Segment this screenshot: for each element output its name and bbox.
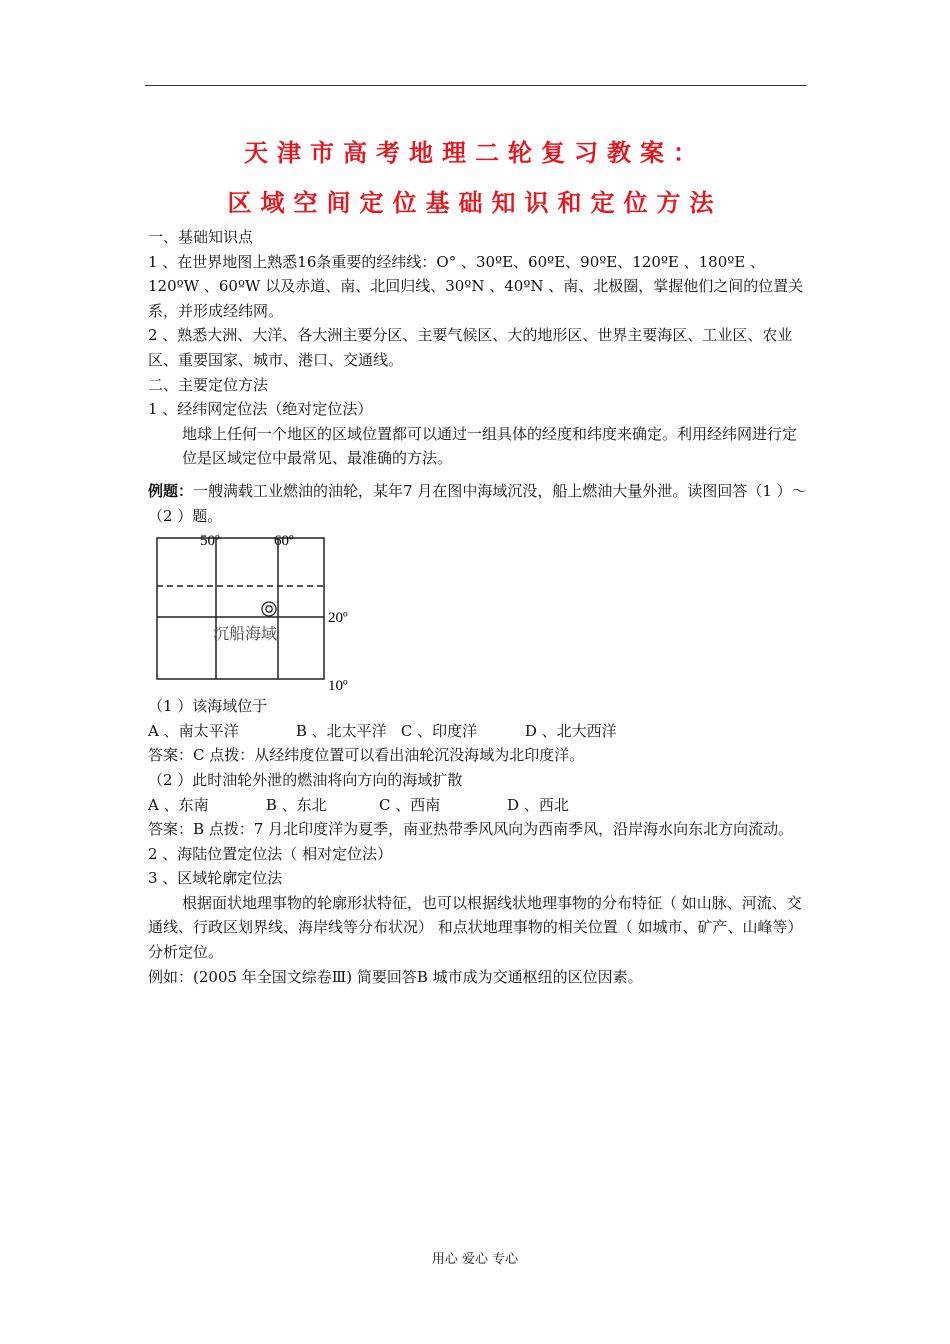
header-rule — [145, 85, 806, 86]
sinking-site-marker-outer — [262, 602, 276, 616]
label-lon-60: 60º — [274, 533, 294, 550]
example-paragraph — [148, 479, 808, 528]
method-2-heading: 2 、海陆位置定位法（ 相对定位法） — [148, 844, 393, 863]
method-1-text: 地球上任何一个地区的区域位置都可以通过一组具体的经度和纬度来确定。利用经纬网进行定位是区域定位中最常见、最准确的方法。 — [182, 424, 798, 468]
grid-map-figure — [148, 530, 368, 690]
answer-1: 答案：C 点拨：从经纬度位置可以看出油轮沉没海域为北印度洋。 — [148, 746, 585, 765]
label-lat-10: 10º — [328, 678, 348, 691]
method-3-text: 根据面状地理事物的轮廓形状特征，也可以根据线状地理事物的分布特征（ 如山脉、河流、交通线、行政区划界线、海岸线等分布状况） 和点状地理事物的相关位置（ 如城市、矿产、山峰等） 分析定位。 — [148, 893, 803, 962]
question-2: （2 ）此时油轮外泄的燃油将向方向的海域扩散 — [148, 770, 463, 789]
method-1-heading: 1 、经纬网定位法（绝对定位法） — [148, 400, 373, 419]
paragraph-1: 1 、在世界地图上熟悉16条重要的经纬线：O° 、30ºE、60ºE、90ºE、120ºE 、180ºE 、120ºW 、60ºW 以及赤道、南、北回归线、30ºN 、40ºN 、南、北极圈，掌握他们之间的位置关系，并形成经纬网。 — [148, 252, 804, 320]
question-2-options: A 、东南 B 、东北 C 、西南 D 、西北 — [148, 795, 569, 814]
question-1-options: A 、南太平洋 B 、北太平洋 C 、印度洋 D 、北大西洋 — [148, 721, 617, 740]
example-2: 例如：(2005 年全国文综卷Ⅲ) 简要回答B 城市成为交通枢纽的区位因素。 — [148, 967, 643, 986]
title-line-2: 区域空间定位基础知识和定位方法 — [227, 189, 723, 217]
sinking-site-marker-inner — [266, 606, 272, 612]
method-3-heading: 3 、区域轮廓定位法 — [148, 869, 283, 888]
paragraph-2: 2 、熟悉大洲、大洋、各大洲主要分区、主要气候区、大的地形区、世界主要海区、工业区、农业区、重要国家、城市、港口、交通线。 — [148, 326, 793, 369]
page-footer: 用心 爱心 专心 — [431, 1252, 519, 1267]
section-heading-2: 二、主要定位方法 — [148, 375, 269, 394]
grid-map — [148, 530, 368, 690]
answer-2: 答案：B 点拨：7 月北印度洋为夏季，南亚热带季风风向为西南季风，沿岸海水向东北方向流动。 — [148, 820, 794, 839]
map-frame — [157, 538, 324, 679]
example-text: 一艘满载工业燃油的油轮，某年7 月在图中海域沉没，船上燃油大量外泄。读图回答（1 ）～（2 ）题。 — [148, 481, 807, 525]
label-sinking-area: 沉船海域 — [213, 624, 278, 644]
section-heading-1: 一、基础知识点 — [148, 228, 254, 246]
document-body — [148, 225, 808, 989]
label-lon-50: 50º — [200, 533, 220, 550]
question-1: （1 ）该海域位于 — [148, 697, 268, 716]
label-lat-20: 20º — [328, 610, 348, 627]
example-label: 例题： — [148, 481, 194, 500]
title-line-1: 天津市高考地理二轮复习教案： — [244, 139, 706, 167]
